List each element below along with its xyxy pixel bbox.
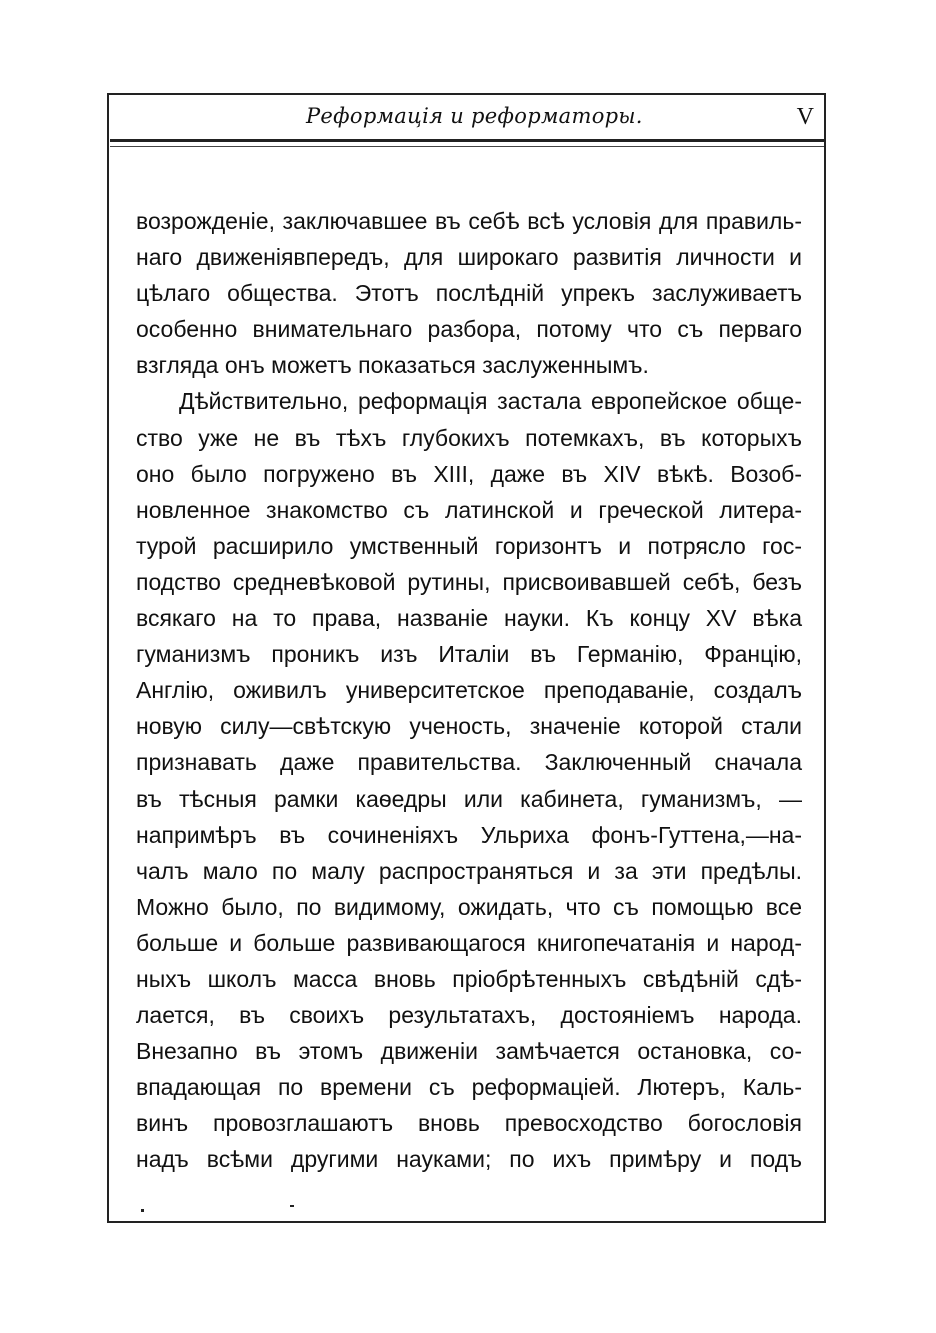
text-line: напримѣръ въ сочиненіяхъ Ульриха фонъ-Гуттена,—на- (136, 821, 802, 848)
text-line: ство уже не въ тѣхъ глубокихъ потемкахъ, въ которыхъ (136, 424, 802, 451)
paragraph-1 (136, 203, 802, 383)
text-line: впадающая по времени съ реформаціей. Лютеръ, Каль- (136, 1074, 802, 1101)
text-line: особенно внимательнаго разбора, потому что съ перваго (136, 316, 802, 343)
text-line: признавать даже правительства. Заключенный сначала (136, 749, 802, 776)
text-line: ныхъ школъ масса вновь пріобрѣтенныхъ свѣдѣній сдѣ- (136, 965, 802, 992)
text-line: взгляда онъ можетъ показаться заслуженнымъ. (136, 352, 649, 379)
text-line: подство средневѣковой рутины, присвоивавшей себѣ, безъ (136, 568, 802, 595)
header-rule-thick (110, 139, 824, 142)
text-line: наго движеніявпередъ, для широкаго развитія личности и (136, 244, 802, 271)
running-head (110, 96, 824, 140)
page-number: V (796, 104, 814, 130)
text-line: турой расширило умственный горизонтъ и потрясло гос- (136, 532, 802, 559)
text-line: въ тѣсныя рамки каѳедры или кабинета, гуманизмъ, — (136, 785, 802, 812)
text-line: всякаго на то права, названіе науки. Къ концу XV вѣка (136, 605, 802, 632)
text-line: Дѣйствительно, реформація застала европейское обще- (179, 388, 802, 415)
paragraph-2 (136, 383, 802, 1177)
text-line: Англію, оживилъ университетское преподаваніе, создалъ (136, 677, 802, 704)
text-line: Можно было, по видимому, ожидать, что съ помощью все (136, 893, 802, 920)
printer-mark-dash (290, 1205, 294, 1207)
text-line: новую силу—свѣтскую ученость, значеніе которой стали (136, 713, 802, 740)
text-line: новленное знакомство съ латинской и греческой литера- (136, 496, 802, 523)
text-line: гуманизмъ проникъ изъ Италіи въ Германію, Францію, (136, 641, 802, 668)
text-line: Внезапно въ этомъ движеніи замѣчается остановка, со- (136, 1038, 802, 1065)
text-line: чалъ мало по малу распространяться и за эти предѣлы. (136, 857, 802, 884)
running-title: Реформація и реформаторы. (306, 104, 643, 128)
text-line: больше и больше развивающагося книгопечатанія и народ- (136, 929, 802, 956)
text-line: цѣлаго общества. Этотъ послѣдній упрекъ заслуживаетъ (136, 280, 802, 307)
text-line: надъ всѣми другими науками; по ихъ примѣру и подъ (136, 1146, 802, 1173)
body-text (136, 203, 802, 1178)
header-rule-thin (110, 146, 824, 147)
text-line: оно было погружено въ XIII, даже въ XIV вѣкѣ. Возоб- (136, 460, 802, 487)
text-line: лается, въ своихъ результатахъ, достояніемъ народа. (136, 1002, 802, 1029)
text-line: винъ провозглашаютъ вновь превосходство богословія (136, 1110, 802, 1137)
text-line: возрожденіе, заключавшее въ себѣ всѣ условія для правиль- (136, 208, 802, 234)
printer-mark-dot (141, 1209, 144, 1212)
